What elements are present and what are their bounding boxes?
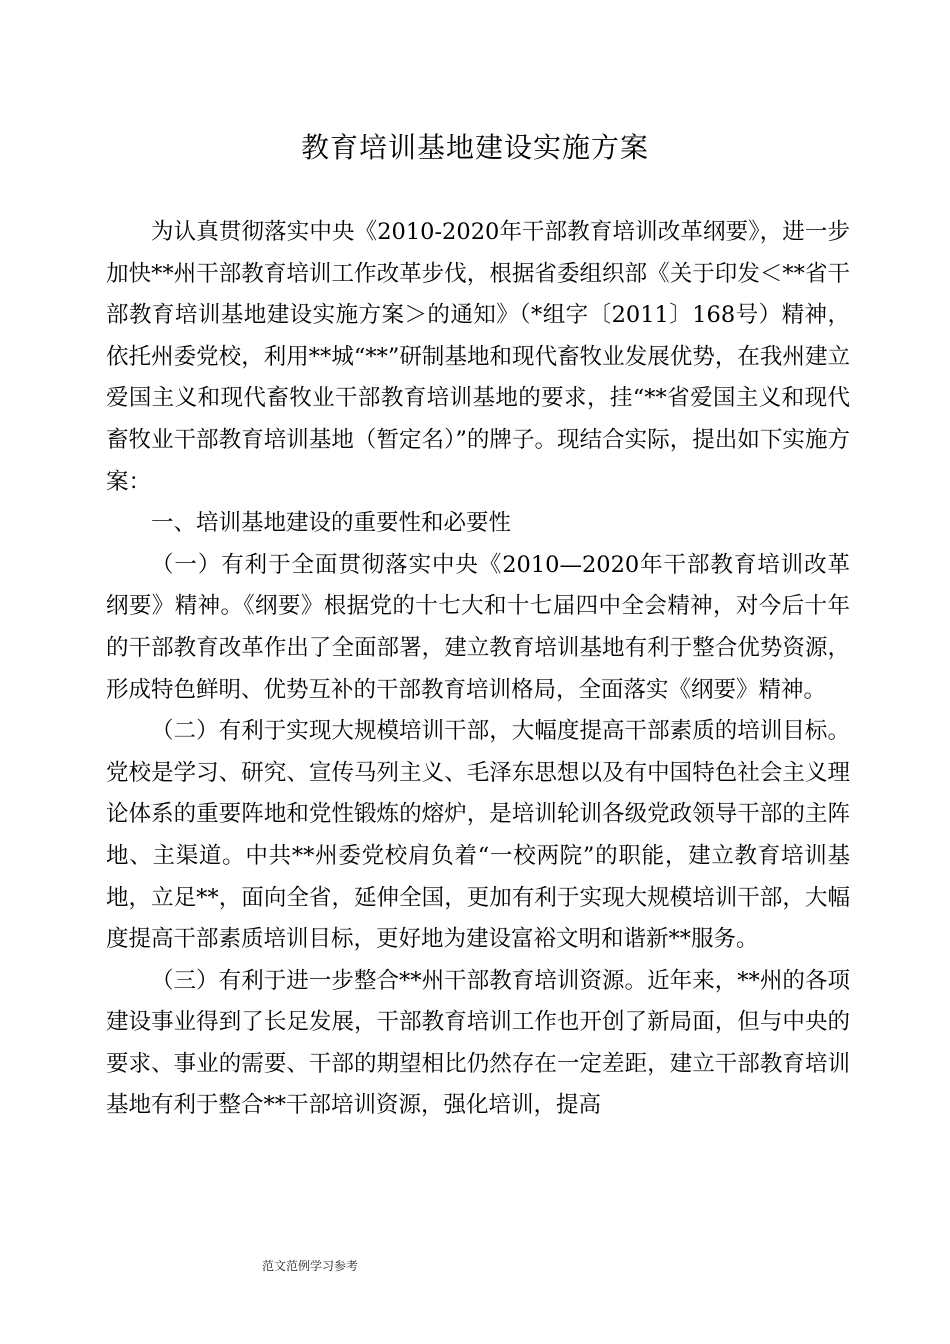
paragraph-point-2: （二）有利于实现大规模培训干部，大幅度提高干部素质的培训目标。党校是学习、研究、宣传马列主义、毛泽东思想以及有中国特色社会主义理论体系的重要阵地和党性锻炼的熔炉，是培训轮训各级党政领导干部的主阵地、主渠道。中共**州委党校肩负着“一校两院”的职能，建立教育培训基地，立足**，面向全省，延伸全国，更加有利于实现大规模培训干部，大幅度提高干部素质培训目标，更好地为建设富裕文明和谐新**服务。 bbox=[106, 718, 850, 953]
paragraph-point-3: （三）有利于进一步整合**州干部教育培训资源。近年来，**州的各项建设事业得到了长足发展，干部教育培训工作也开创了新局面，但与中央的要求、事业的需要、干部的期望相比仍然存在一定差距，建立干部教育培训基地有利于整合**干部培训资源，强化培训，提高 bbox=[106, 967, 850, 1119]
page-footer: 范文范例学习参考 bbox=[262, 1259, 359, 1273]
paragraph-point-1: （一）有利于全面贯彻落实中央《2010—2020年干部教育培训改革纲要》精神。《纲要》根据党的十七大和十七届四中全会精神，对今后十年的干部教育改革作出了全面部署，建立教育培训基地有利于整合优势资源，形成特色鲜明、优势互补的干部教育培训格局，全面落实《纲要》精神。 bbox=[106, 551, 850, 703]
document-body bbox=[106, 212, 850, 1127]
intro-paragraph: 为认真贯彻落实中央《2010-2020年干部教育培训改革纲要》，进一步加快**州干部教育培训工作改革步伐，根据省委组织部《关于印发＜**省干部教育培训基地建设实施方案＞的通知》（*组字〔2011〕168号）精神，依托州委党校，利用**城“**”研制基地和现代畜牧业发展优势，在我州建立爱国主义和现代畜牧业干部教育培训基地的要求，挂“**省爱国主义和现代畜牧业干部教育培训基地（暂定名）”的牌子。现结合实际，提出如下实施方案： bbox=[106, 219, 850, 495]
section-heading-1: 一、培训基地建设的重要性和必要性 bbox=[151, 510, 512, 537]
document-title: 教育培训基地建设实施方案 bbox=[300, 131, 649, 164]
